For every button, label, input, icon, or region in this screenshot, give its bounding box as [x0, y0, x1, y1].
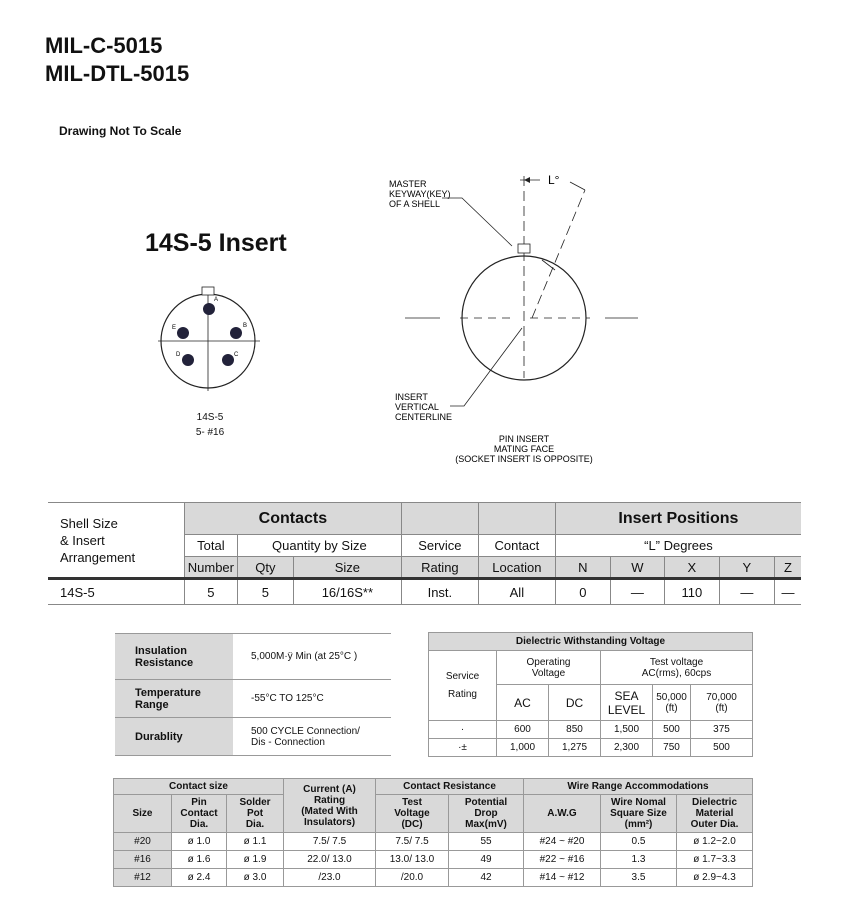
- properties-table: [115, 633, 391, 756]
- svg-text:CENTERLINE: CENTERLINE: [395, 412, 453, 422]
- table-row: 14S-5 5 5 16/16S** Inst. All 0 — 110 — —: [48, 579, 801, 605]
- table-row: #12 ø 2.4 ø 3.0 /23.0 /20.0 42 #14 ~ #12 3.5 ø 2.9~4.3: [114, 869, 753, 887]
- keyway-diagram: [380, 168, 680, 473]
- svg-text:KEYWAY(KEY): KEYWAY(KEY): [389, 189, 451, 199]
- pin-a: [203, 303, 215, 315]
- insert-arrangement-table: Shell Size & Insert Arrangement Contacts Insert Positions Total Quantity by Size Service Contact “L” Degrees Number Qty Size Rating Location N W X Y Z 14S-5 5 5 16/16S** Inst. All 0 — 110 — —: [48, 502, 801, 605]
- pin-b: [230, 327, 242, 339]
- angle-line: [532, 190, 585, 318]
- drawing-note: Drawing Not To Scale: [59, 124, 182, 138]
- pin-c: [222, 354, 234, 366]
- table-row: #16 ø 1.6 ø 1.9 22.0/ 13.0 13.0/ 13.0 49 #22 ~ #16 1.3 ø 1.7~3.3: [114, 851, 753, 869]
- face-caption-1: 14S-5: [196, 412, 224, 423]
- svg-text:MASTER: MASTER: [389, 179, 427, 189]
- svg-text:VERTICAL: VERTICAL: [395, 402, 439, 412]
- svg-text:INSERT: INSERT: [395, 392, 428, 402]
- face-caption-2: 5- #16: [195, 427, 225, 438]
- table-row: Durablity 500 CYCLE Connection/ Dis - Connection: [115, 718, 391, 756]
- table-row: Insulation Resistance 5,000M·ÿ Min (at 25°C ): [115, 634, 391, 680]
- dielectric-table: Dielectric Withstanding Voltage Service Rating Operating Voltage Test voltage AC(rms), 60cps AC DC SEA LEVEL 50,000 (ft) 70,000 (ft) · 600 850 1,500 500 375 ·± 1,000 1,275 2,300 750 500: [428, 632, 753, 757]
- svg-text:MATING FACE: MATING FACE: [493, 444, 555, 454]
- pin-label-d: D: [176, 352, 181, 358]
- pin-label-a: A: [214, 297, 219, 303]
- wire-range-table: Contact size Current (A) Rating (Mated With Insulators) Contact Resistance Wire Range Accommodations Size Pin Contact Dia. Solder Pot Dia. Test Voltage (DC) Potential Drop Max(mV) A.W.G Wire Nomal Square Size (mm²) Dielectric Material Outer Dia. #20 ø 1.0 ø 1.1 7.5/ 7.5 7.5/ 7.5 55 #24 ~ #20 0.5 ø 1.2~2.0 #16 ø 1.6 ø 1.9 22.0/ 13.0 13.0/ 13.0 49 #22 ~ #16 1.3 ø 1.7~3.3 #12 ø 2.4 ø 3.0 /23.0 /20.0 42 #14 ~ #12 3.5 ø 2.9~4.3: [113, 778, 753, 887]
- master-keyway: [518, 244, 530, 253]
- pin-d: [182, 354, 194, 366]
- pin-label-e: E: [172, 325, 177, 331]
- table-row: #20 ø 1.0 ø 1.1 7.5/ 7.5 7.5/ 7.5 55 #24 ~ #20 0.5 ø 1.2~2.0: [114, 833, 753, 851]
- shell-size-header: Shell Size & Insert Arrangement: [48, 503, 184, 579]
- spec-title-1: MIL-C-5015: [45, 33, 163, 58]
- insert-title: 14S-5 Insert: [145, 229, 287, 257]
- svg-text:OF A SHELL: OF A SHELL: [389, 199, 441, 209]
- table-row: · 600 850 1,500 500 375: [429, 721, 753, 739]
- insert-positions-header: Insert Positions: [555, 503, 801, 535]
- table-row: ·± 1,000 1,275 2,300 750 500: [429, 739, 753, 757]
- svg-text:PIN INSERT: PIN INSERT: [498, 434, 550, 444]
- pin-e: [177, 327, 189, 339]
- svg-text:(SOCKET INSERT IS OPPOSITE): (SOCKET INSERT IS OPPOSITE): [455, 454, 593, 464]
- pin-label-b: B: [243, 323, 248, 329]
- table-row: Temperature Range -55°C TO 125°C: [115, 680, 391, 718]
- angle-label: L°: [548, 173, 560, 187]
- insert-key: [202, 287, 214, 295]
- spec-title-2: MIL-DTL-5015: [45, 61, 190, 86]
- contacts-header: Contacts: [184, 503, 401, 535]
- pin-label-c: C: [234, 352, 239, 358]
- insert-face-drawing: [150, 283, 270, 403]
